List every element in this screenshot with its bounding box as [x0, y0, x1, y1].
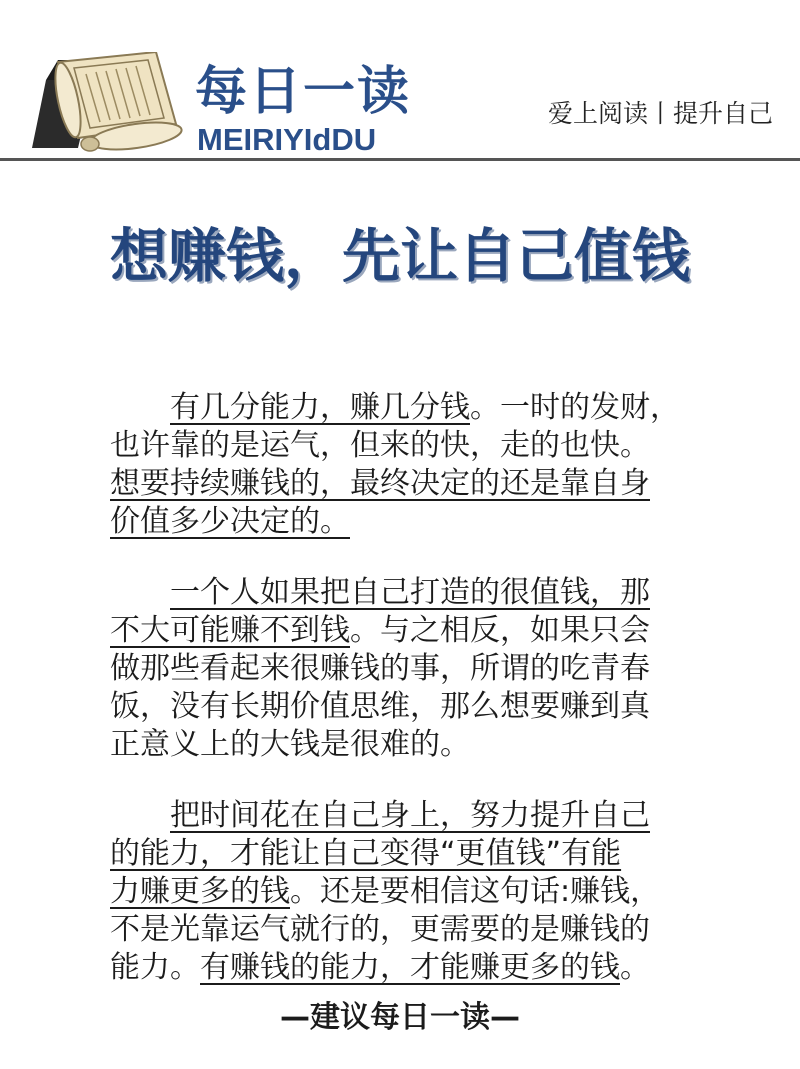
brand-title: 每日一读 [195, 62, 412, 122]
text-segment: 。还是要相信这句话:赚钱， [290, 874, 661, 909]
text-line [110, 949, 710, 987]
text-segment: 正意义上的大钱是很难的。 [110, 727, 470, 762]
slogan: 爱上阅读丨提升自己 [548, 99, 774, 128]
underlined-text: 力赚更多的钱 [110, 874, 290, 909]
text-line [110, 612, 710, 650]
underlined-text: 把时间花在自己身上，努力提升自己 [170, 798, 650, 833]
text-line [110, 465, 710, 503]
text-segment: 饭，没有长期价值思维，那么想要赚到真 [110, 689, 650, 724]
text-line [110, 726, 710, 764]
underlined-text: 不大可能赚不到钱 [110, 613, 350, 648]
text-segment: 能力。 [110, 950, 200, 985]
scroll-book-icon [28, 52, 190, 160]
paragraph-3 [110, 797, 710, 987]
underlined-text: 一个人如果把自己打造的很值钱，那 [170, 575, 650, 610]
brand-subtitle: MEIRIYIdDU [197, 122, 377, 157]
footer-note: —建议每日一读— [280, 1000, 520, 1035]
text-line [110, 650, 710, 688]
paragraph-2 [110, 574, 710, 764]
text-segment: 也许靠的是运气，但来的快，走的也快。 [110, 428, 650, 463]
text-line [110, 797, 710, 835]
underlined-text: 有几分能力，赚几分钱 [170, 390, 470, 425]
underlined-text: 有赚钱的能力，才能赚更多的钱 [200, 950, 620, 985]
text-line [110, 688, 710, 726]
text-segment: 。一时的发财， [470, 390, 680, 425]
text-line [110, 427, 710, 465]
underlined-text: 的能力，才能让自己变得“更值钱”有能 [110, 836, 622, 871]
text-segment: 。 [620, 950, 650, 985]
header [0, 0, 800, 165]
text-line [110, 503, 710, 541]
text-line [110, 574, 710, 612]
header-divider [0, 158, 800, 161]
text-line [110, 873, 710, 911]
page-title: 想赚钱，先让自己值钱 [109, 222, 690, 290]
text-segment: 不是光靠运气就行的，更需要的是赚钱的 [110, 912, 650, 947]
underlined-text: 想要持续赚钱的，最终决定的还是靠自身 [110, 466, 650, 501]
underlined-text: 价值多少决定的。 [110, 504, 350, 539]
text-segment: 做那些看起来很赚钱的事，所谓的吃青春 [110, 651, 650, 686]
text-segment: 。与之相反，如果只会 [350, 613, 650, 648]
text-line [110, 389, 710, 427]
text-line [110, 835, 710, 873]
paragraph-1 [110, 389, 710, 541]
text-line [110, 911, 710, 949]
